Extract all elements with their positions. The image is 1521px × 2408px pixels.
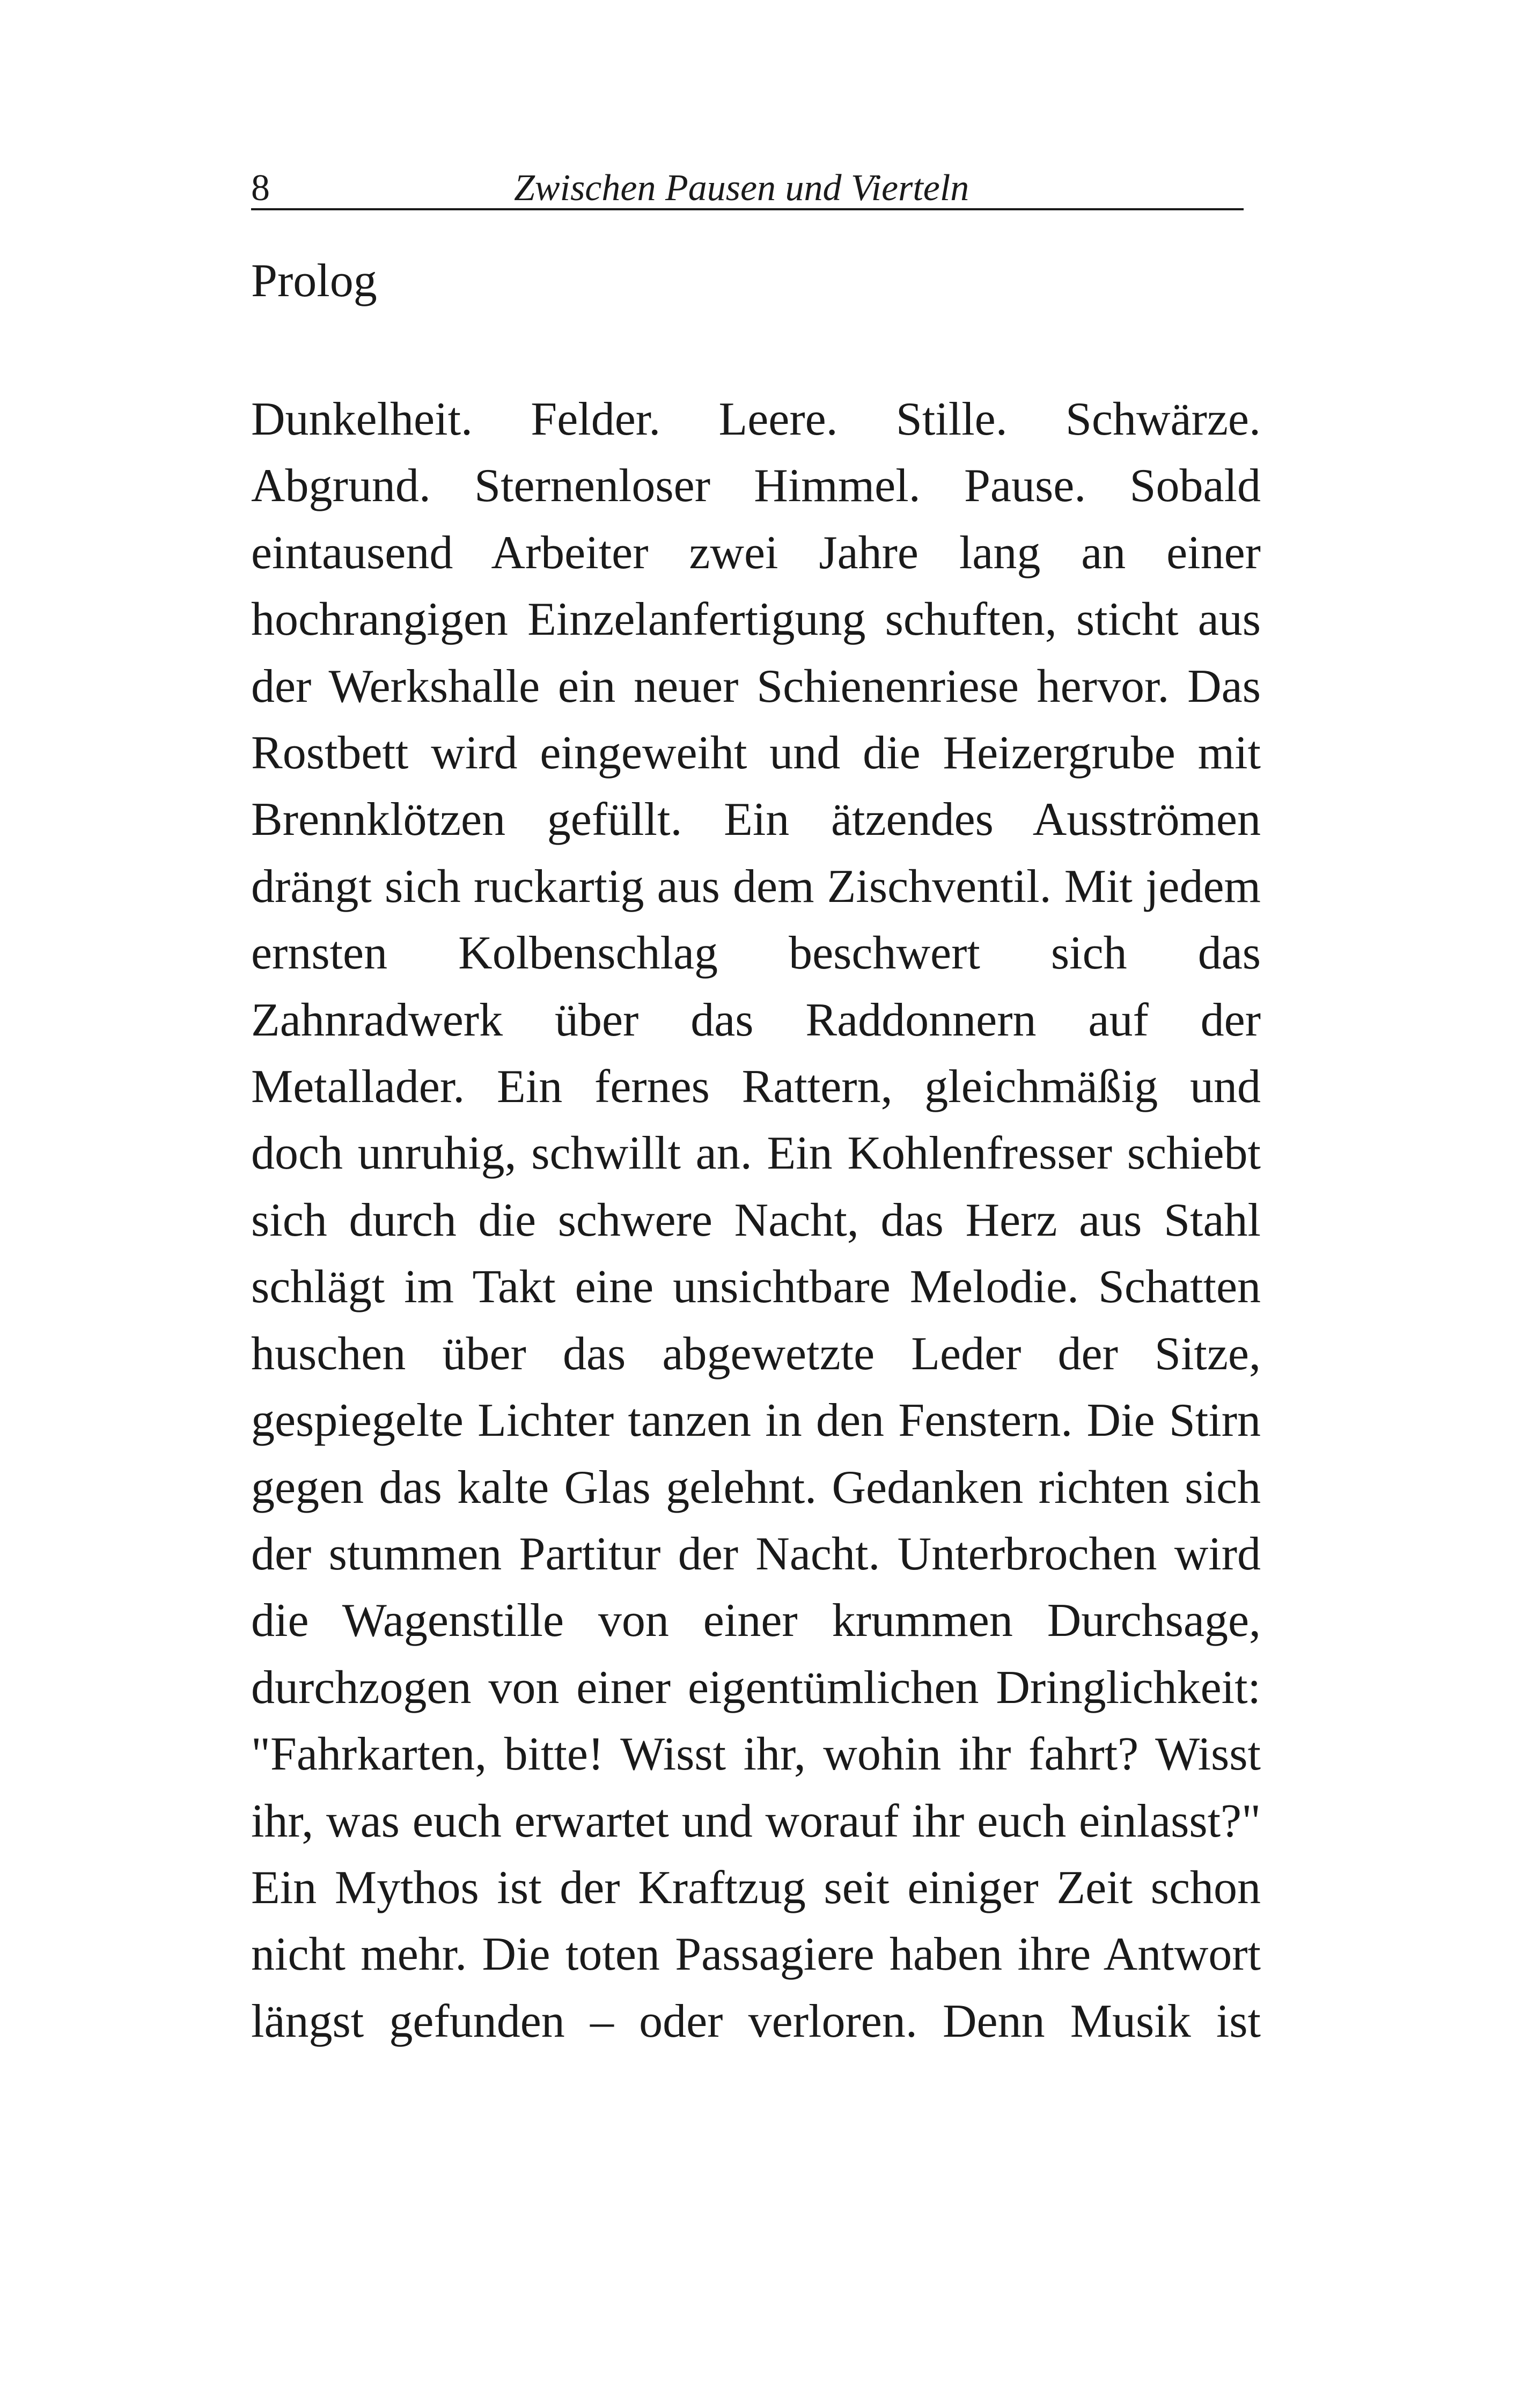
running-header xyxy=(251,155,1244,210)
page-number: 8 xyxy=(251,167,270,209)
body-paragraph: Dunkelheit. Felder. Leere. Stille. Schwärze. Abgrund. Sternenloser Himmel. Pause. Sobald eintausend Arbeiter zwei Jahre lang an einer hochrangigen Einzelanfertigung schuften, sticht aus der Werkshalle ein neuer Schienenriese hervor. Das Rostbett wird eingeweiht und die Heizergrube mit Brennklötzen gefüllt. Ein ätzendes Ausströmen drängt sich ruckartig aus dem Zischventil. Mit jedem ernsten Kolbenschlag beschwert sich das Zahnradwerk über das Raddonnern auf der Metallader. Ein fernes Rattern, gleichmäßig und doch unruhig, schwillt an. Ein Kohlenfresser schiebt sich durch die schwere Nacht, das Herz aus Stahl schlägt im Takt eine unsichtbare Melodie. Schatten huschen über das abgewetzte Leder der Sitze, gespiegelte Lichter tanzen in den Fenstern. Die Stirn gegen das kalte Glas gelehnt. Gedanken richten sich der stummen Partitur der Nacht. Unterbrochen wird die Wagenstille von einer krummen Durchsage, durchzogen von einer eigentümlichen Dringlichkeit: "Fahrkarten, bitte! Wisst ihr, wohin ihr fahrt? Wisst ihr, was euch erwartet und worauf ihr euch einlasst?" Ein Mythos ist der Kraftzug seit einiger Zeit schon nicht mehr. Die toten Passagiere haben ihre Antwort längst gefunden – oder verloren. Denn Musik ist xyxy=(251,393,1261,2047)
chapter-title: Prolog xyxy=(251,255,377,307)
running-title: Zwischen Pausen und Vierteln xyxy=(514,167,969,209)
